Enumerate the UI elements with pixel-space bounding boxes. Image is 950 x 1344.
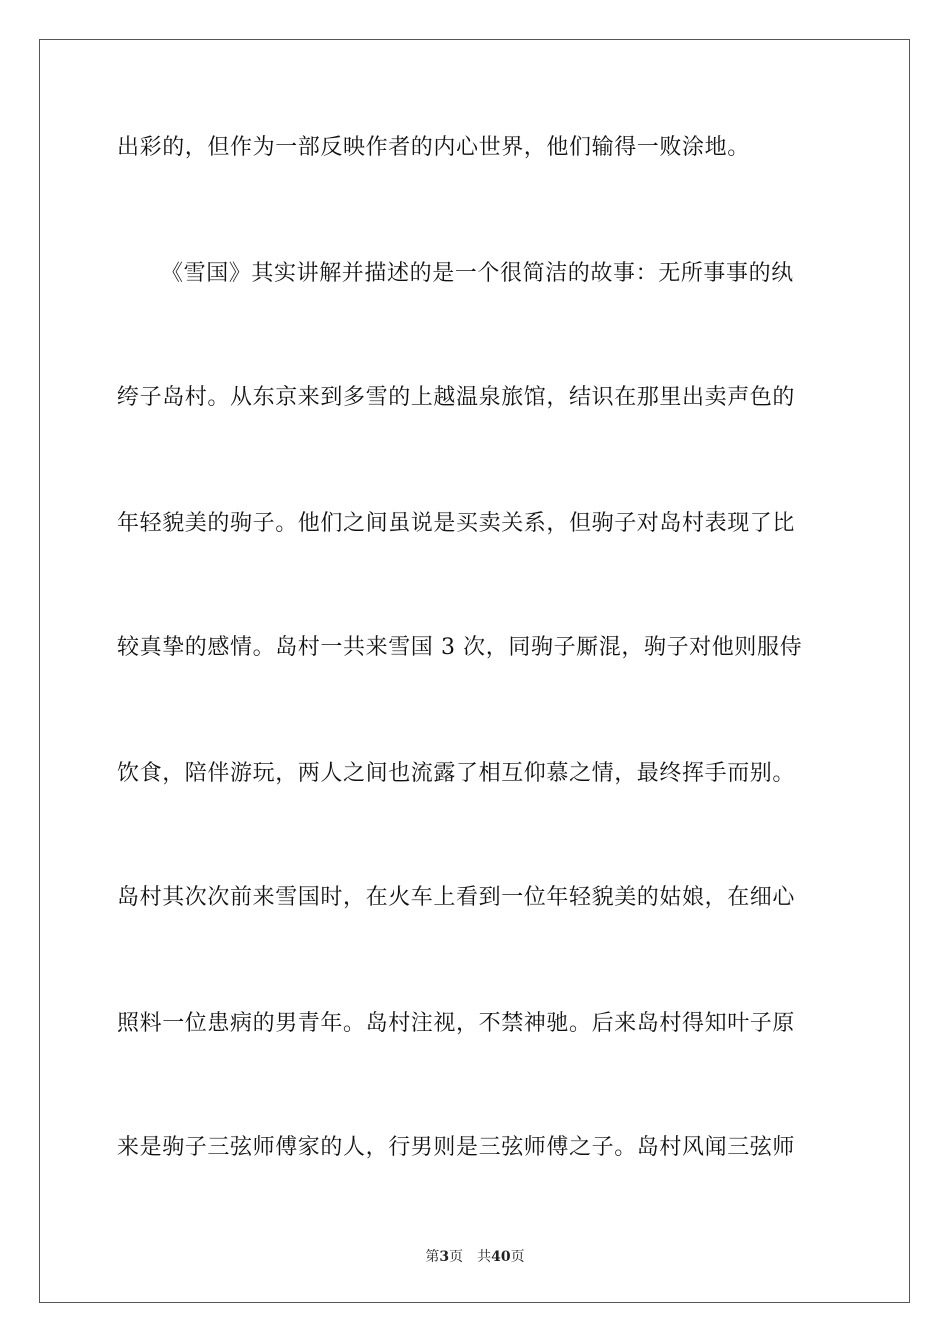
- body-line-9: 来是驹子三弦师傅家的人，行男则是三弦师傅之子。岛村风闻三弦师: [117, 1135, 796, 1160]
- body-line-2: 《雪国》其实讲解并描述的是一个很简洁的故事：无所事事的纨: [161, 261, 794, 286]
- body-line-5: 较真挚的感情。岛村一共来雪国 3 次，同驹子厮混，驹子对他则服侍: [117, 635, 803, 660]
- body-line-1: 出彩的，但作为一部反映作者的内心世界，他们输得一败涂地。: [117, 135, 750, 160]
- footer-total-suffix: 页: [510, 1249, 525, 1265]
- footer-total-pages: 40: [491, 1249, 511, 1265]
- footer-total-prefix: 共: [477, 1249, 492, 1265]
- footer-page-number: 3: [439, 1249, 450, 1265]
- footer-page-prefix: 第: [425, 1249, 440, 1265]
- body-line-7: 岛村其次次前来雪国时，在火车上看到一位年轻貌美的姑娘，在细心: [117, 885, 796, 910]
- page-footer: [0, 1248, 950, 1266]
- page-border: [39, 39, 910, 1303]
- body-line-4: 年轻貌美的驹子。他们之间虽说是买卖关系，但驹子对岛村表现了比: [117, 511, 796, 536]
- body-line-3: 绔子岛村。从东京来到多雪的上越温泉旅馆，结识在那里出卖声色的: [117, 385, 796, 410]
- body-line-6: 饮食，陪伴游玩，两人之间也流露了相互仰慕之情，最终挥手而别。: [117, 761, 796, 786]
- body-line-8: 照料一位患病的男青年。岛村注视，不禁神驰。后来岛村得知叶子原: [117, 1011, 796, 1036]
- footer-page-suffix: 页: [449, 1249, 464, 1265]
